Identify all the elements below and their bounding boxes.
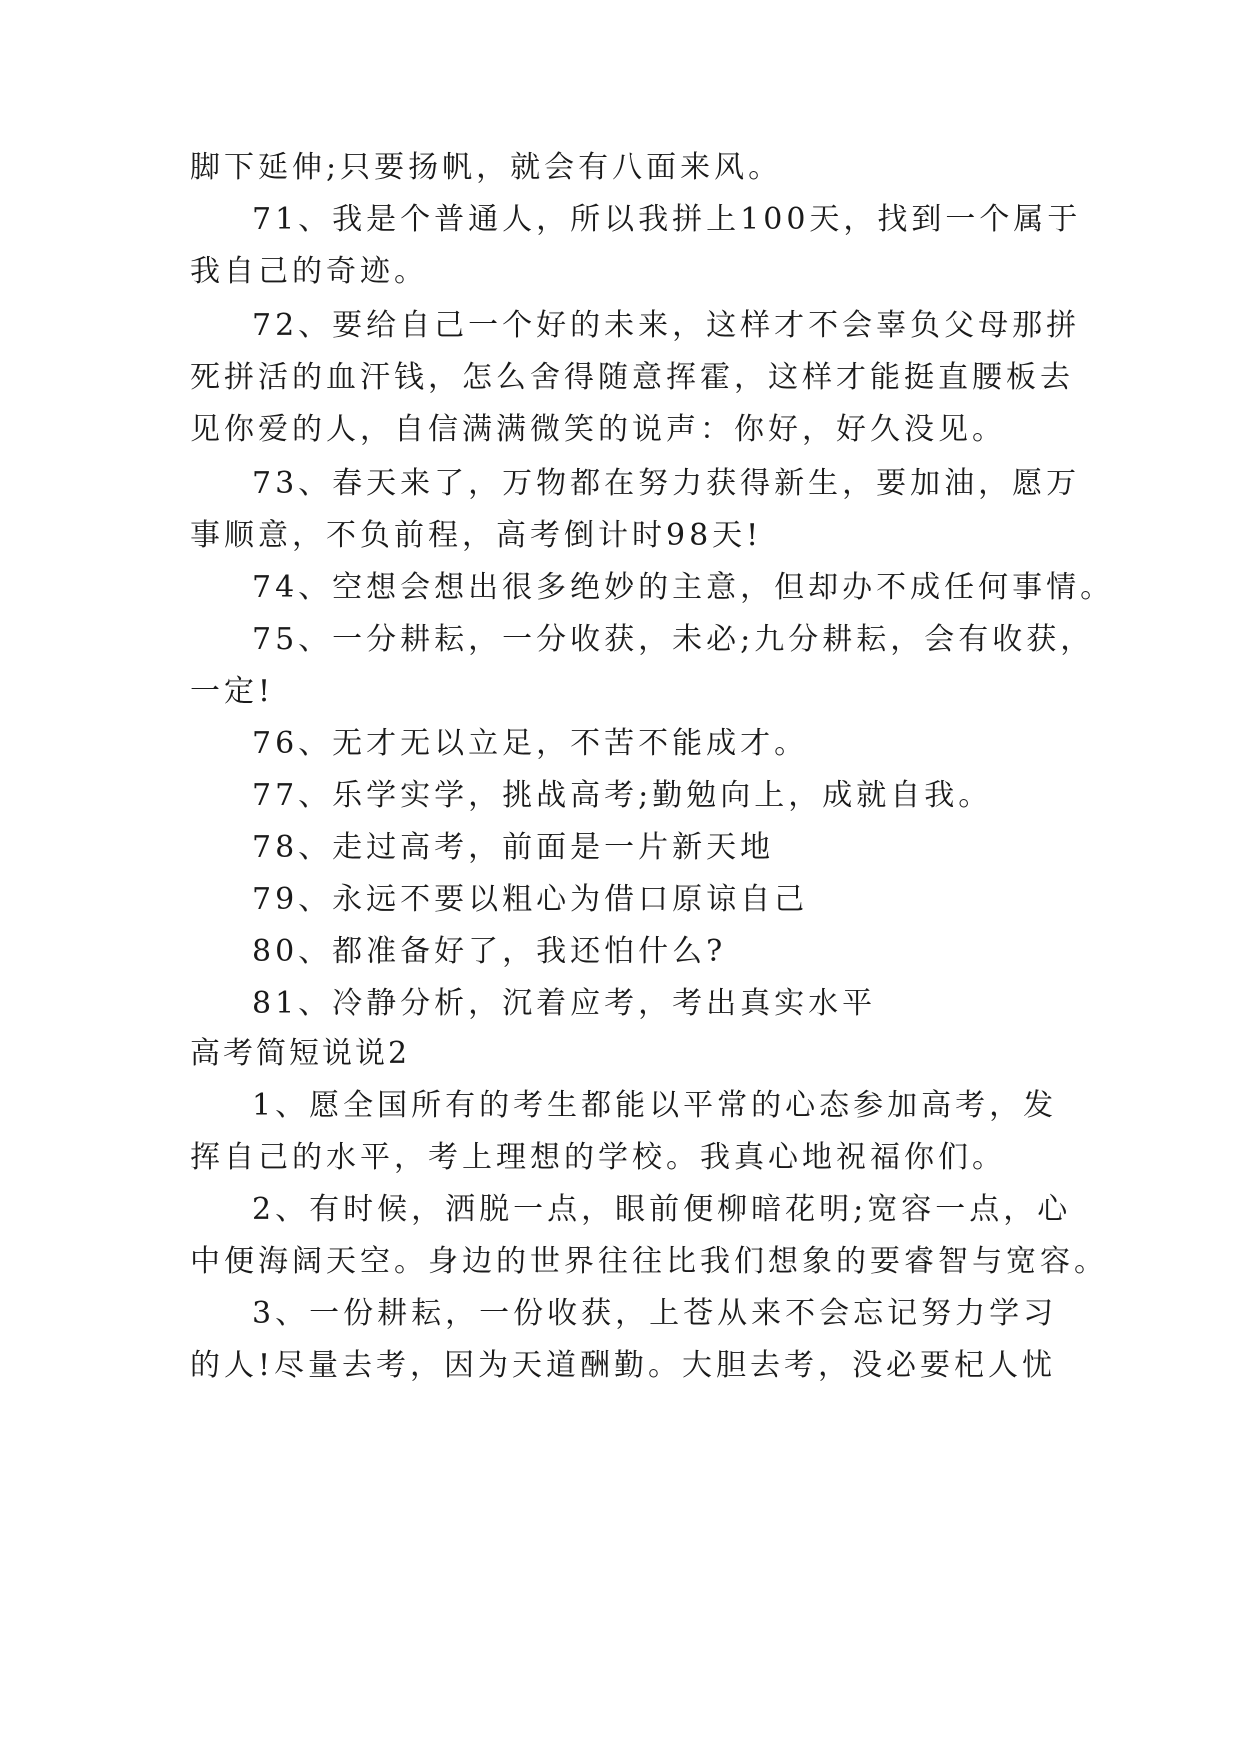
text-line: 我自己的奇迹。 bbox=[190, 254, 428, 289]
list-item-73: 73、春天来了，万物都在努力获得新生，要加油，愿万 bbox=[252, 466, 1081, 501]
text-line: 一定! bbox=[190, 674, 275, 709]
list-item-79: 79、永远不要以粗心为借口原谅自己 bbox=[252, 882, 809, 917]
text-line: 事顺意，不负前程，高考倒计时98天! bbox=[190, 518, 763, 553]
list-item-76: 76、无才无以立足，不苦不能成才。 bbox=[252, 726, 809, 761]
text-line: 见你爱的人，自信满满微笑的说声：你好，好久没见。 bbox=[190, 412, 1006, 447]
list-item-80: 80、都准备好了，我还怕什么? bbox=[252, 934, 727, 969]
list-item-74: 74、空想会想出很多绝妙的主意，但却办不成任何事情。 bbox=[252, 570, 1115, 605]
text-line: 中便海阔天空。身边的世界往往比我们想象的要睿智与宽容。 bbox=[190, 1244, 1108, 1279]
list-item-72: 72、要给自己一个好的未来，这样才不会辜负父母那拼 bbox=[252, 308, 1081, 343]
list-item-77: 77、乐学实学，挑战高考;勤勉向上，成就自我。 bbox=[252, 778, 993, 813]
list-item-81: 81、冷静分析，沉着应考，考出真实水平 bbox=[252, 986, 877, 1021]
text-line: 的人!尽量去考，因为天道酬勤。大胆去考，没必要杞人忧 bbox=[190, 1348, 1057, 1383]
list-item-2: 2、有时候，洒脱一点，眼前便柳暗花明;宽容一点，心 bbox=[252, 1192, 1072, 1227]
text-line: 挥自己的水平，考上理想的学校。我真心地祝福你们。 bbox=[190, 1140, 1006, 1175]
text-line: 死拼活的血汗钱，怎么舍得随意挥霍，这样才能挺直腰板去 bbox=[190, 360, 1074, 395]
list-item-1: 1、愿全国所有的考生都能以平常的心态参加高考，发 bbox=[252, 1088, 1058, 1123]
section-heading: 高考简短说说2 bbox=[190, 1036, 411, 1071]
list-item-75: 75、一分耕耘，一分收获，未必;九分耕耘，会有收获， bbox=[252, 622, 1095, 657]
list-item-71: 71、我是个普通人，所以我拼上100天，找到一个属于 bbox=[252, 202, 1082, 237]
list-item-78: 78、走过高考，前面是一片新天地 bbox=[252, 830, 775, 865]
text-line: 脚下延伸;只要扬帆，就会有八面来风。 bbox=[190, 150, 783, 185]
list-item-3: 3、一份耕耘，一份收获，上苍从来不会忘记努力学习 bbox=[252, 1296, 1058, 1331]
